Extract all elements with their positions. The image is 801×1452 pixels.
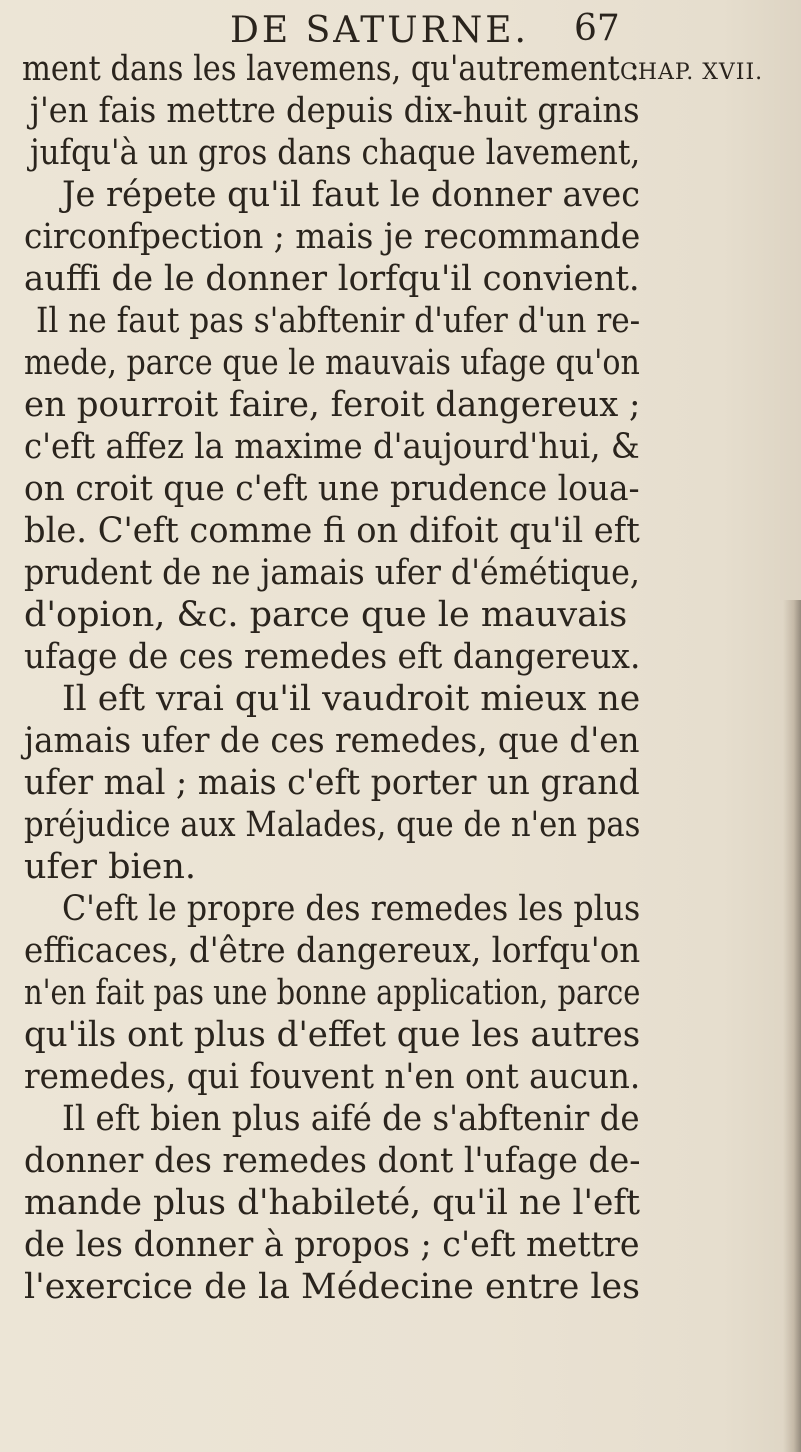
text-line: ufage de ces remedes eft dangereux. <box>24 637 641 677</box>
text-line: mede, parce que le mauvais ufage qu'on <box>24 343 640 383</box>
text-line: Il eft bien plus aifé de s'abftenir de <box>62 1099 640 1139</box>
text-line: jamais ufer de ces remedes, que d'en <box>24 721 640 761</box>
text-line: de les donner à propos ; c'eft mettre <box>24 1225 640 1265</box>
text-line: Je répete qu'il faut le donner avec <box>62 175 641 215</box>
text-line: Il ne faut pas s'abftenir d'ufer d'un re- <box>36 301 641 341</box>
text-line: j'en fais mettre depuis dix-huit grains <box>30 91 640 131</box>
text-line: en pourroit faire, feroit dangereux ; <box>24 385 641 425</box>
text-line: Il eft vrai qu'il vaudroit mieux ne <box>62 679 641 719</box>
text-line: n'en fait pas une bonne application, parce <box>24 973 641 1013</box>
text-line: mande plus d'habileté, qu'il ne l'eft <box>24 1183 641 1223</box>
text-line: donner des remedes dont l'ufage de- <box>24 1141 641 1181</box>
text-line: l'exercice de la Médecine entre les <box>24 1267 641 1307</box>
page-number: 67 <box>574 8 620 49</box>
running-head-title: DE SATURNE. <box>230 10 529 51</box>
text-line: ment dans les lavemens, qu'autrement : <box>22 49 640 89</box>
page-edge-shadow <box>783 600 801 1452</box>
text-line: efficaces, d'être dangereux, lorfqu'on <box>24 931 641 971</box>
text-line: circonfpection ; mais je recommande <box>24 217 641 257</box>
text-line: c'eft affez la maxime d'aujourd'hui, & <box>24 427 640 467</box>
text-line: auffi de le donner lorfqu'il convient. <box>24 259 640 299</box>
text-line: remedes, qui fouvent n'en ont aucun. <box>24 1057 641 1097</box>
text-line: C'eft le propre des remedes les plus <box>62 889 641 929</box>
text-line: d'opion, &c. parce que le mauvais <box>24 595 628 635</box>
text-line: qu'ils ont plus d'effet que les autres <box>24 1015 641 1055</box>
text-line: ble. C'eft comme fi on difoit qu'il eft <box>24 511 640 551</box>
text-line: jufqu'à un gros dans chaque lavement, <box>30 133 641 173</box>
text-line: ufer mal ; mais c'eft porter un grand <box>24 763 640 803</box>
text-line: préjudice aux Malades, que de n'en pas <box>24 805 641 845</box>
text-line: prudent de ne jamais ufer d'émétique, <box>24 553 640 593</box>
chapter-margin-note: CHAP. XVII. <box>620 60 764 85</box>
text-line: on croit que c'eft une prudence loua- <box>24 469 640 509</box>
running-head <box>0 6 801 54</box>
text-line: ufer bien. <box>24 847 197 887</box>
